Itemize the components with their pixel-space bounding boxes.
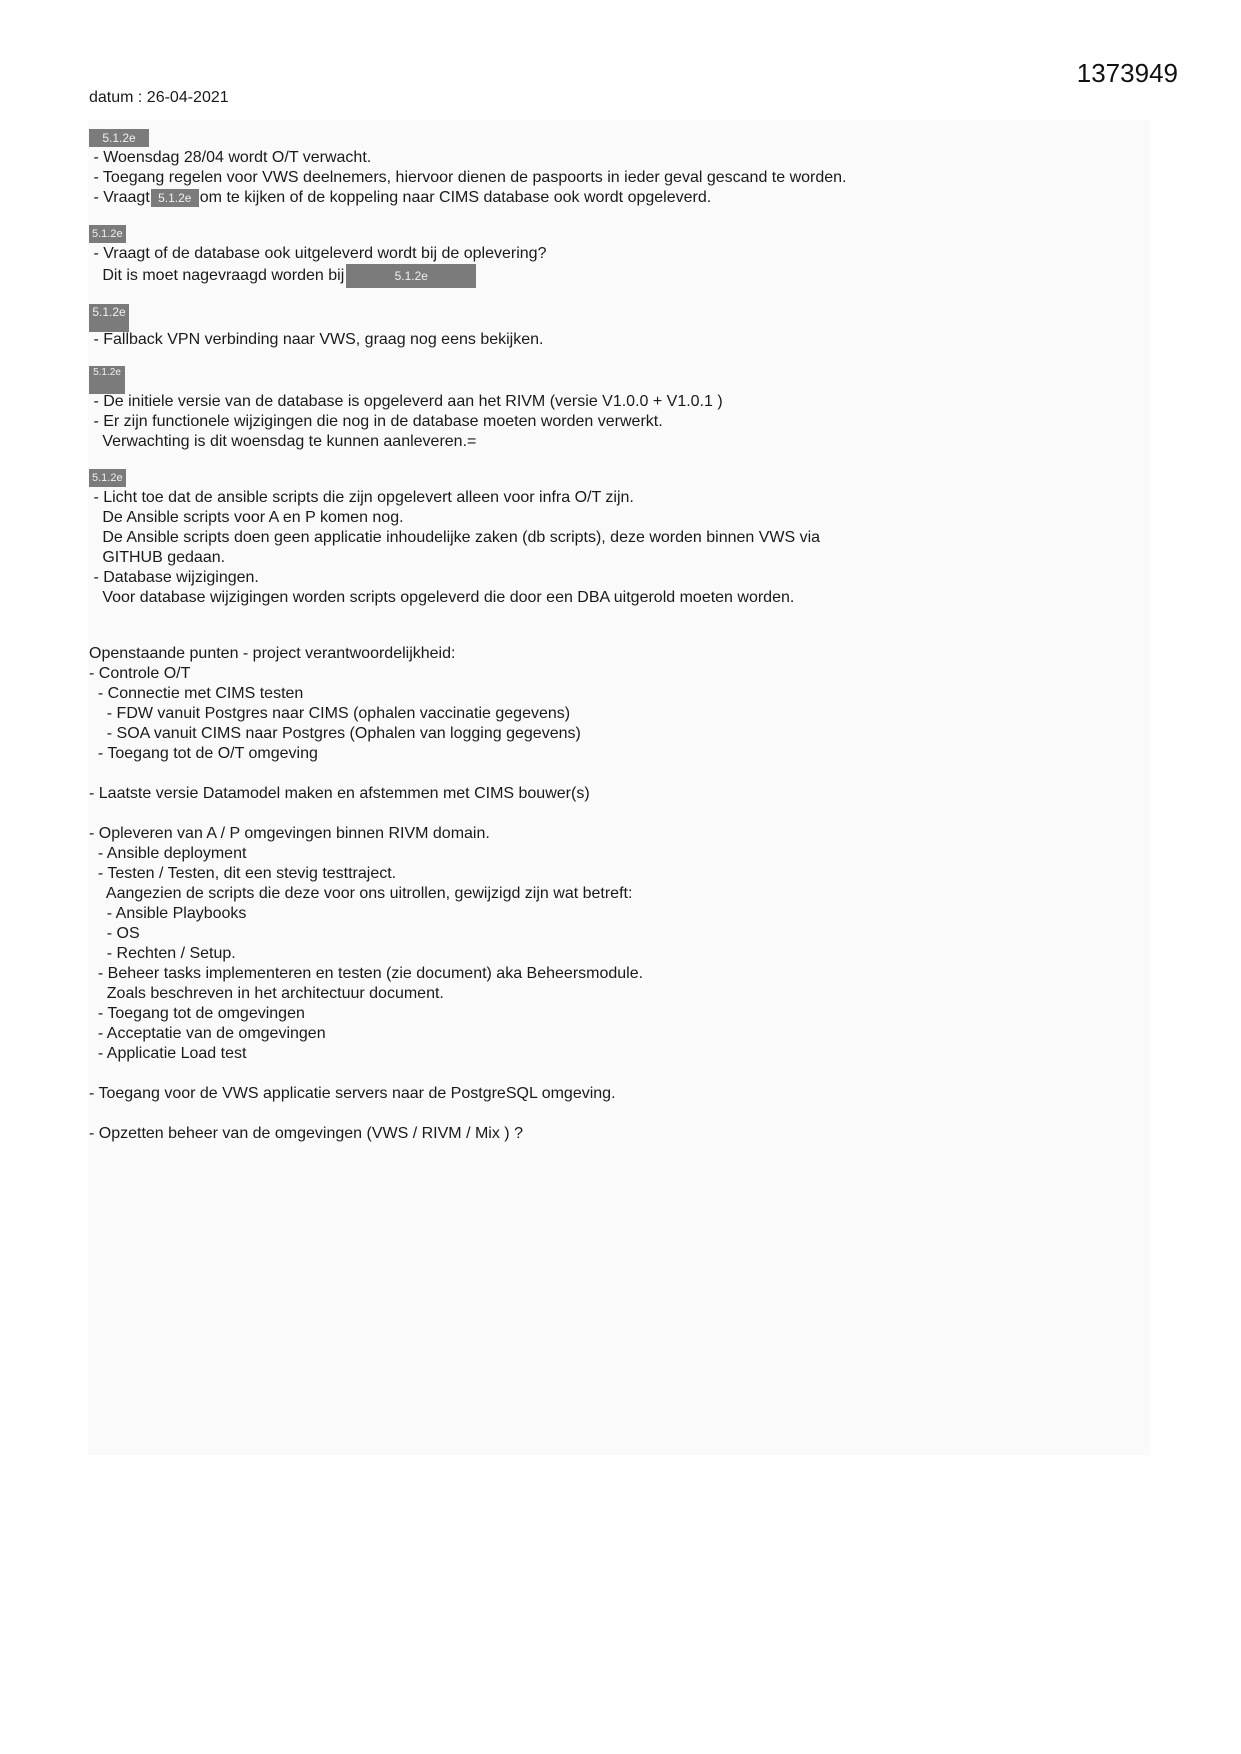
open-points-line: - FDW vanuit Postgres naar CIMS (ophalen vaccinatie gegevens) (89, 705, 571, 722)
open-points-line: - Controle O/T (89, 665, 191, 682)
open-points-line: - Laatste versie Datamodel maken en afstemmen met CIMS bouwer(s) (89, 785, 590, 802)
section-5-line-5: - Database wijzigingen. (89, 569, 259, 586)
section-1 (89, 128, 1129, 208)
open-points-line: - Applicatie Load test (89, 1045, 247, 1062)
section-4 (89, 366, 1129, 452)
open-points-line: - OS (89, 925, 140, 942)
section-5-line-3: De Ansible scripts doen geen applicatie inhoudelijke zaken (db scripts), deze worden binnen VWS via (89, 529, 821, 546)
section-3 (89, 304, 1129, 350)
open-points-line: - Toegang tot de O/T omgeving (89, 745, 318, 762)
open-points-line: - Testen / Testen, dit een stevig testtraject. (89, 865, 397, 882)
document-number: 1373949 (1076, 58, 1178, 88)
section-5-line-6: Voor database wijzigingen worden scripts opgeleverd die door een DBA uitgerold moeten worden. (89, 589, 795, 606)
section-5-line-1: - Licht toe dat de ansible scripts die zijn opgelevert alleen voor infra O/T zijn. (89, 489, 634, 506)
redaction-box: 5.1.2e (346, 264, 476, 288)
open-points-line: - Opzetten beheer van de omgevingen (VWS / RIVM / Mix ) ? (89, 1125, 523, 1142)
open-points-line: - Connectie met CIMS testen (89, 685, 304, 702)
open-points-line: - Rechten / Setup. (89, 945, 236, 962)
section-5-line-2: De Ansible scripts voor A en P komen nog. (89, 509, 404, 526)
open-points-line: - Toegang voor de VWS applicatie servers naar de PostgreSQL omgeving. (89, 1085, 616, 1102)
section-5 (89, 468, 1129, 608)
open-points-line: - Opleveren van A / P omgevingen binnen RIVM domain. (89, 825, 490, 842)
document-date: datum : 26-04-2021 (89, 89, 229, 106)
redaction-box: 5.1.2e (89, 225, 126, 243)
section-5-line-4: GITHUB gedaan. (89, 549, 226, 566)
section-3-line-1: - Fallback VPN verbinding naar VWS, graag nog eens bekijken. (89, 331, 544, 348)
section-4-line-2: - Er zijn functionele wijzigingen die nog in de database moeten worden verwerkt. (89, 413, 663, 430)
redaction-box: 5.1.2e (89, 129, 149, 147)
section-2-line-2: Dit is moet nagevraagd worden bij 5.1.2e (89, 264, 1129, 288)
open-points-line: - Ansible Playbooks (89, 905, 247, 922)
section-2 (89, 224, 1129, 288)
open-points-line: - Toegang tot de omgevingen (89, 1005, 305, 1022)
redaction-box: 5.1.2e (151, 189, 199, 207)
section-4-line-1: - De initiele versie van de database is opgeleverd aan het RIVM (versie V1.0.0 + V1.0.1 ) (89, 393, 723, 410)
open-points-line: - SOA vanuit CIMS naar Postgres (Ophalen van logging gegevens) (89, 725, 581, 742)
section-1-line-2: - Toegang regelen voor VWS deelnemers, hiervoor dienen de paspoorts in ieder geval gescand te worden. (89, 169, 847, 186)
section-4-line-3: Verwachting is dit woensdag te kunnen aanleveren.= (89, 433, 477, 450)
open-points-line: - Beheer tasks implementeren en testen (zie document) aka Beheersmodule. (89, 965, 644, 982)
redaction-box: 5.1.2e (89, 304, 129, 332)
open-points-line: Aangezien de scripts die deze voor ons uitrollen, gewijzigd zijn wat betreft: (89, 885, 633, 902)
open-points (89, 644, 1129, 1144)
open-points-line: - Ansible deployment (89, 845, 247, 862)
section-1-line-3: - Vraagt 5.1.2e om te kijken of de koppeling naar CIMS database ook wordt opgeleverd. (89, 189, 712, 206)
redaction-box: 5.1.2e (89, 366, 125, 394)
section-2-line-1: - Vraagt of de database ook uitgeleverd wordt bij de oplevering? (89, 245, 547, 262)
document-body (89, 128, 1129, 1144)
section-1-line-1: - Woensdag 28/04 wordt O/T verwacht. (89, 149, 372, 166)
open-points-line: - Acceptatie van de omgevingen (89, 1025, 326, 1042)
open-points-heading: Openstaande punten - project verantwoordelijkheid: (89, 645, 456, 662)
open-points-line: Zoals beschreven in het architectuur document. (89, 985, 444, 1002)
redaction-box: 5.1.2e (89, 469, 126, 487)
